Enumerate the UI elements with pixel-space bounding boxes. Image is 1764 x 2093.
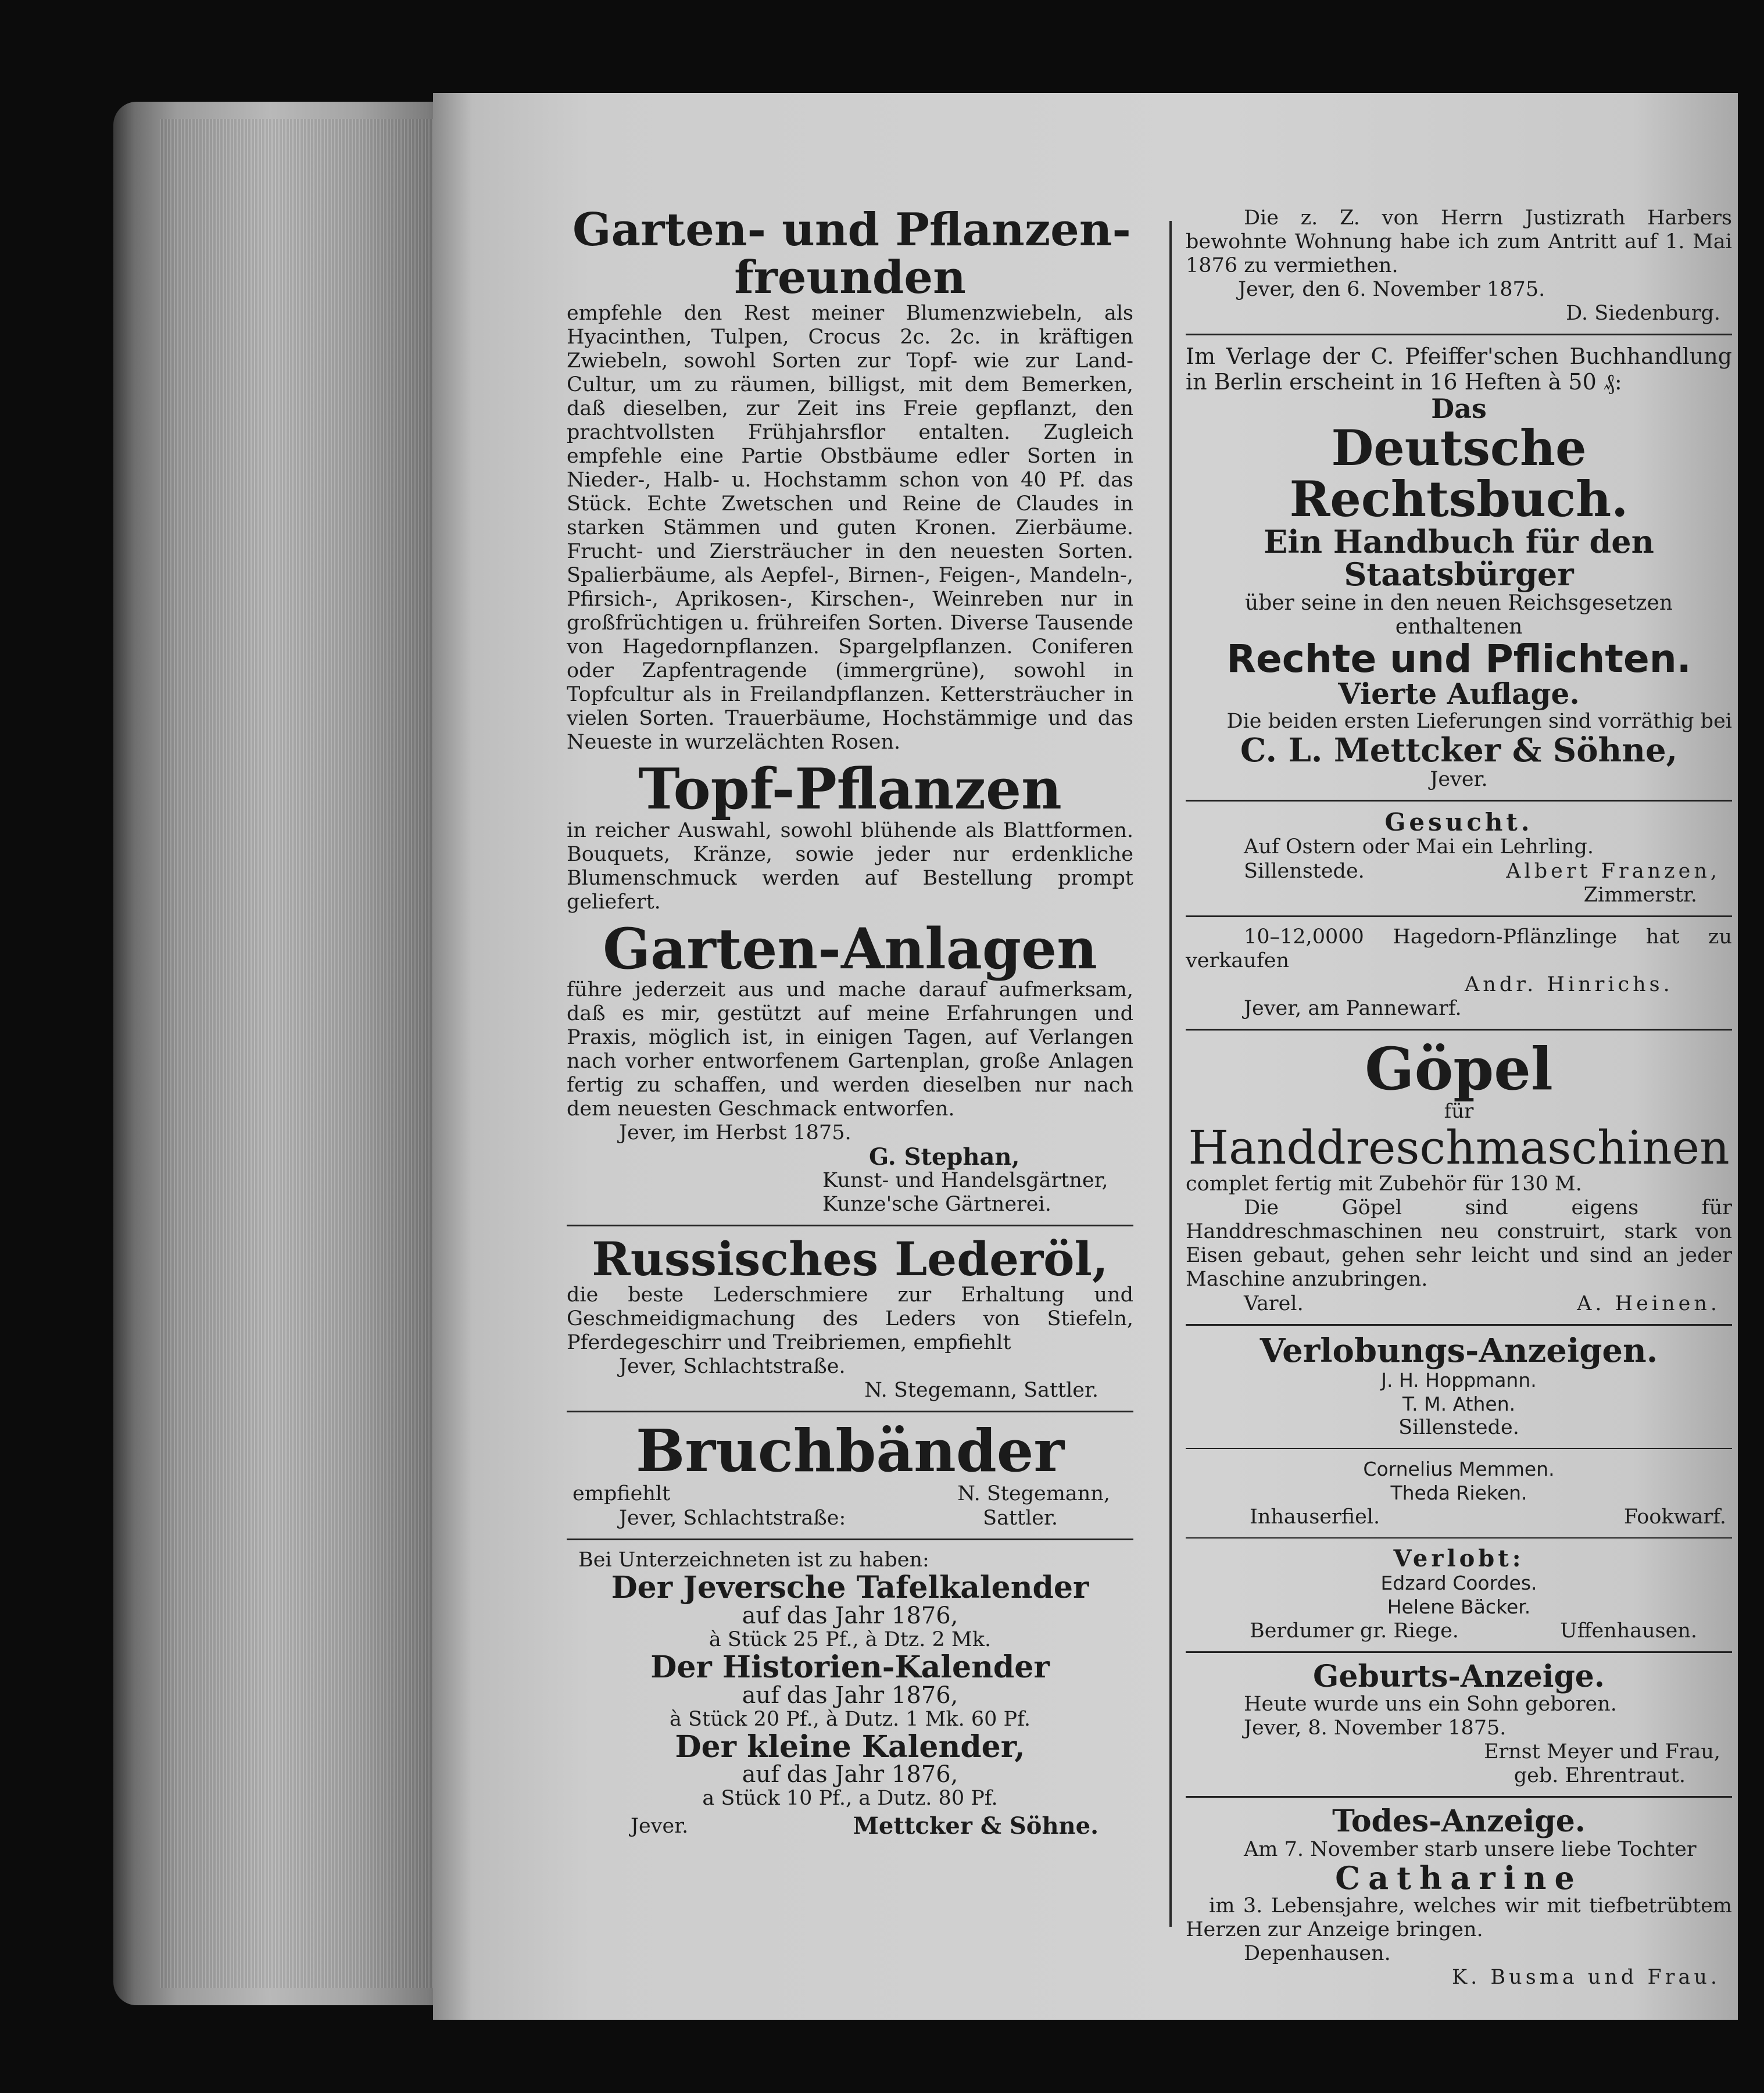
ad-body: 10–12,0000 Hagedorn-Pflänzlinge hat zu verkaufen (1186, 925, 1732, 972)
rule (1186, 1324, 1732, 1326)
ad-verlobung (1186, 1331, 1732, 1643)
calendar-title: Der Historien-Kalender (650, 1649, 1050, 1685)
ad-text: empfiehlt (573, 1482, 671, 1506)
ad-place: Varel. (1244, 1291, 1304, 1315)
ad-text: Am 7. November starb unsere liebe Tochter (1244, 1837, 1697, 1861)
ad-garten-anlagen (567, 915, 1133, 1217)
ad-heading: Garten- und Pflanzen- (573, 203, 1131, 256)
ad-trade: Zimmerstr. (1583, 883, 1697, 907)
rule (567, 1539, 1133, 1540)
ad-rechtsbuch (1186, 344, 1732, 792)
right-column (1186, 206, 1732, 1990)
rule (1186, 915, 1732, 917)
ad-heading: freunden (734, 251, 966, 304)
calendar-price: à Stück 25 Pf., à Dtz. 2 Mk. (709, 1627, 992, 1651)
calendar-year: auf das Jahr 1876, (742, 1602, 958, 1629)
ad-body: Die z. Z. von Herrn Justizrath Harbers bewohnte Wohnung habe ich zum Antritt auf 1. Mai 1876 zu vermiethen. (1186, 206, 1732, 277)
left-column (567, 203, 1133, 1840)
ad-todes (1186, 1806, 1732, 1990)
ad-place: Jever, im Herbst 1875. (619, 1121, 851, 1145)
ad-signature: G. Stephan, (869, 1143, 1020, 1171)
ad-subheading: Rechte und Pflichten. (1226, 636, 1691, 682)
ad-trade: Sattler. (983, 1507, 1058, 1530)
ad-signature: Andr. Hinrichs. (1465, 972, 1673, 996)
calendar-title: Der Jeversche Tafelkalender (611, 1570, 1089, 1606)
ad-place: Sillenstede. (1398, 1415, 1519, 1439)
name: Edzard Coordes. (1380, 1571, 1537, 1594)
ad-signature: N. Stegemann, Sattler. (864, 1379, 1099, 1403)
ad-intro: Im Verlage der C. Pfeiffer'schen Buchhandlung in Berlin erscheint in 16 Heften à 50 ₰: (1186, 344, 1732, 395)
ad-name: Catharine (1335, 1859, 1583, 1897)
calendar-price: à Stück 20 Pf., à Dutz. 1 Mk. 60 Pf. (670, 1707, 1031, 1731)
ad-heading: Garten-Anlagen (603, 915, 1097, 982)
ad-place: Jever, 8. November 1875. (1244, 1716, 1507, 1740)
ad-heading: Deutsche Rechtsbuch. (1289, 419, 1629, 528)
rule (1186, 334, 1732, 335)
name: J. H. Hoppmann. (1381, 1368, 1537, 1391)
ad-kalender (567, 1548, 1133, 1838)
rule (1186, 1448, 1732, 1449)
ad-body: Die Göpel sind eigens für Handdreschmaschinen neu construirt, stark von Eisen gebaut, gehen sehr leicht und sind an jeder Maschine anzubringen. (1186, 1196, 1732, 1291)
ad-hagedorn (1186, 925, 1732, 1021)
ad-goepel (1186, 1034, 1732, 1316)
ad-wohnung (1186, 206, 1732, 325)
ad-place: Jever. (631, 1815, 689, 1838)
ad-text: für (1444, 1099, 1474, 1123)
ad-gesucht (1186, 807, 1732, 907)
ad-place: Berdumer gr. Riege. (1250, 1619, 1459, 1643)
ad-garten-pflanzen (567, 203, 1133, 754)
ad-place: Sillenstede. (1244, 859, 1365, 883)
ad-heading: Bruchbänder (635, 1416, 1065, 1486)
calendar-year: auf das Jahr 1876, (742, 1681, 958, 1709)
ad-body: in reicher Auswahl, sowohl blühende als Blattformen. Bouquets, Kränze, sowie jeder nur erdenkliche Blumenschmuck werden auf Bestellung prompt geliefert. (567, 818, 1133, 914)
ad-place: Jever, den 6. November 1875. (1238, 278, 1545, 301)
ad-signature: geb. Ehrentraut. (1513, 1764, 1686, 1788)
rule (1186, 800, 1732, 802)
ad-text: complet fertig mit Zubehör für 130 M. (1186, 1172, 1582, 1196)
calendar-year: auf das Jahr 1876, (742, 1761, 958, 1788)
rule (1186, 1796, 1732, 1798)
ad-heading: Verlobungs-Anzeigen. (1260, 1331, 1658, 1370)
ad-heading: Russisches Lederöl, (592, 1232, 1108, 1287)
ad-body: führe jederzeit aus und mache darauf aufmerksam, daß es mir, gestützt auf meine Erfahrungen und Praxis, möglich ist, in einigen Tagen, auf Verlangen nach vorher entworfenem Gartenplan, große Anlagen fertig zu schaffen, und werden dieselben nur nach dem neuesten Geschmack entworfen. (567, 978, 1133, 1121)
ad-topf-pflanzen (567, 756, 1133, 914)
ad-heading: Geburts-Anzeige. (1313, 1658, 1605, 1694)
ad-lederoel (567, 1232, 1133, 1403)
ad-subheading: Handdreschmaschinen (1188, 1120, 1730, 1175)
ad-edition: Vierte Auflage. (1338, 677, 1580, 711)
ad-place: Jever, Schlachtstraße: (619, 1507, 846, 1530)
ad-note: Die beiden ersten Lieferungen sind vorräthig bei (1226, 709, 1732, 733)
ad-body: Auf Ostern oder Mai ein Lehrling. (1244, 835, 1594, 858)
ad-heading: Göpel (1365, 1034, 1553, 1103)
name: Cornelius Memmen. (1363, 1457, 1555, 1480)
ad-signature: Ernst Meyer und Frau, (1483, 1740, 1720, 1764)
ad-signature: A. Heinen. (1577, 1291, 1720, 1315)
ad-place: Inhauserfiel. (1250, 1505, 1380, 1529)
ad-body: Heute wurde uns ein Sohn geboren. (1244, 1693, 1617, 1716)
ad-trade: Kunst- und Handelsgärtner, (822, 1169, 1108, 1193)
ad-geburt (1186, 1658, 1732, 1788)
ad-body: empfehle den Rest meiner Blumenzwiebeln, als Hyacinthen, Tulpen, Crocus 2c. 2c. in kräftigen Zwiebeln, sowohl Sorten zur Topf- wie zur Land-Cultur, um zu räumen, billigst, mit dem Bemerken, daß dieselben, zur Zeit ins Freie gepflanzt, den prachtvollsten Frühjahrsflor entalten. Zugleich empfehle eine Partie Obstbäume edler Sorten in Nieder-, Halb- u. Hochstamm schon von 40 Pf. das Stück. Echte Zwetschen und Reine de Claudes in starken Stämmen und guten Kronen. Zierbäume. Frucht- und Ziersträucher in den neuesten Sorten. Spalierbäume, als Aepfel-, Birnen-, Feigen-, Mandeln-, Pfirsich-, Aprikosen-, Kirschen-, Weinreben nur in großfrüchtigen u. frühreifen Sorten. Diverse Tausende von Hagedornpflanzen. Spargelpflanzen. Coniferen oder Zapfentragende (immergrüne), sowohl in Topfcultur als in Freilandpflanzen. Kettersträucher in vielen Sorten. Trauerbäume, Hochstämmige und das Neueste in wurzelächten Rosen. (567, 301, 1133, 754)
ad-signature: K. Busma und Frau. (1452, 1966, 1720, 1990)
ad-text: über seine in den neuen Reichsgesetzen enthaltenen (1245, 591, 1673, 639)
rule (567, 1225, 1133, 1226)
ad-signature: N. Stegemann, (957, 1482, 1110, 1506)
ad-place: Uffenhausen. (1560, 1619, 1697, 1643)
ad-place: Fookwarf. (1623, 1505, 1726, 1529)
ad-trade: Kunze'sche Gärtnerei. (822, 1193, 1051, 1217)
ad-body: die beste Lederschmiere zur Erhaltung und Geschmeidigmachung des Leders von Stiefeln, Pferdegeschirr und Treibriemen, empfiehlt (567, 1283, 1133, 1355)
ad-place: Jever, Schlachtstraße. (619, 1355, 846, 1379)
rule (1186, 1537, 1732, 1539)
ad-subheading: Ein Handbuch für den Staatsbürger (1264, 523, 1654, 593)
ad-heading: Gesucht. (1384, 807, 1533, 836)
column-divider (1169, 221, 1172, 1927)
calendar-title: Der kleine Kalender, (675, 1729, 1025, 1765)
ad-text: Das (1431, 393, 1487, 424)
ad-signature: Albert Franzen, (1506, 859, 1720, 883)
calendar-price: a Stück 10 Pf., a Dutz. 80 Pf. (702, 1787, 998, 1811)
ad-subheading: Verlobt: (1393, 1544, 1525, 1572)
ad-bruchbaender (567, 1416, 1133, 1530)
ad-place: Jever, am Pannewarf. (1244, 996, 1462, 1020)
name: T. M. Athen. (1402, 1392, 1516, 1415)
name: Theda Rieken. (1390, 1481, 1527, 1504)
ad-heading: Todes-Anzeige. (1332, 1804, 1586, 1840)
rule (1186, 1651, 1732, 1653)
ad-place: Jever. (1430, 767, 1488, 791)
rule (567, 1411, 1133, 1412)
ad-body: im 3. Lebensjahre, welches wir mit tiefbetrübtem Herzen zur Anzeige bringen. (1186, 1894, 1732, 1942)
rule (1186, 1029, 1732, 1031)
name: Helene Bäcker. (1387, 1595, 1531, 1618)
ad-signature: D. Siedenburg. (1566, 302, 1720, 325)
ad-signature: C. L. Mettcker & Söhne, (1240, 731, 1678, 770)
ad-signature: Mettcker & Söhne. (853, 1812, 1099, 1840)
ad-intro: Bei Unterzeichneten ist zu haben: (578, 1548, 929, 1572)
page-edges (160, 119, 439, 1988)
ad-heading: Topf-Pflanzen (638, 756, 1062, 822)
ad-place: Depenhausen. (1244, 1942, 1391, 1966)
